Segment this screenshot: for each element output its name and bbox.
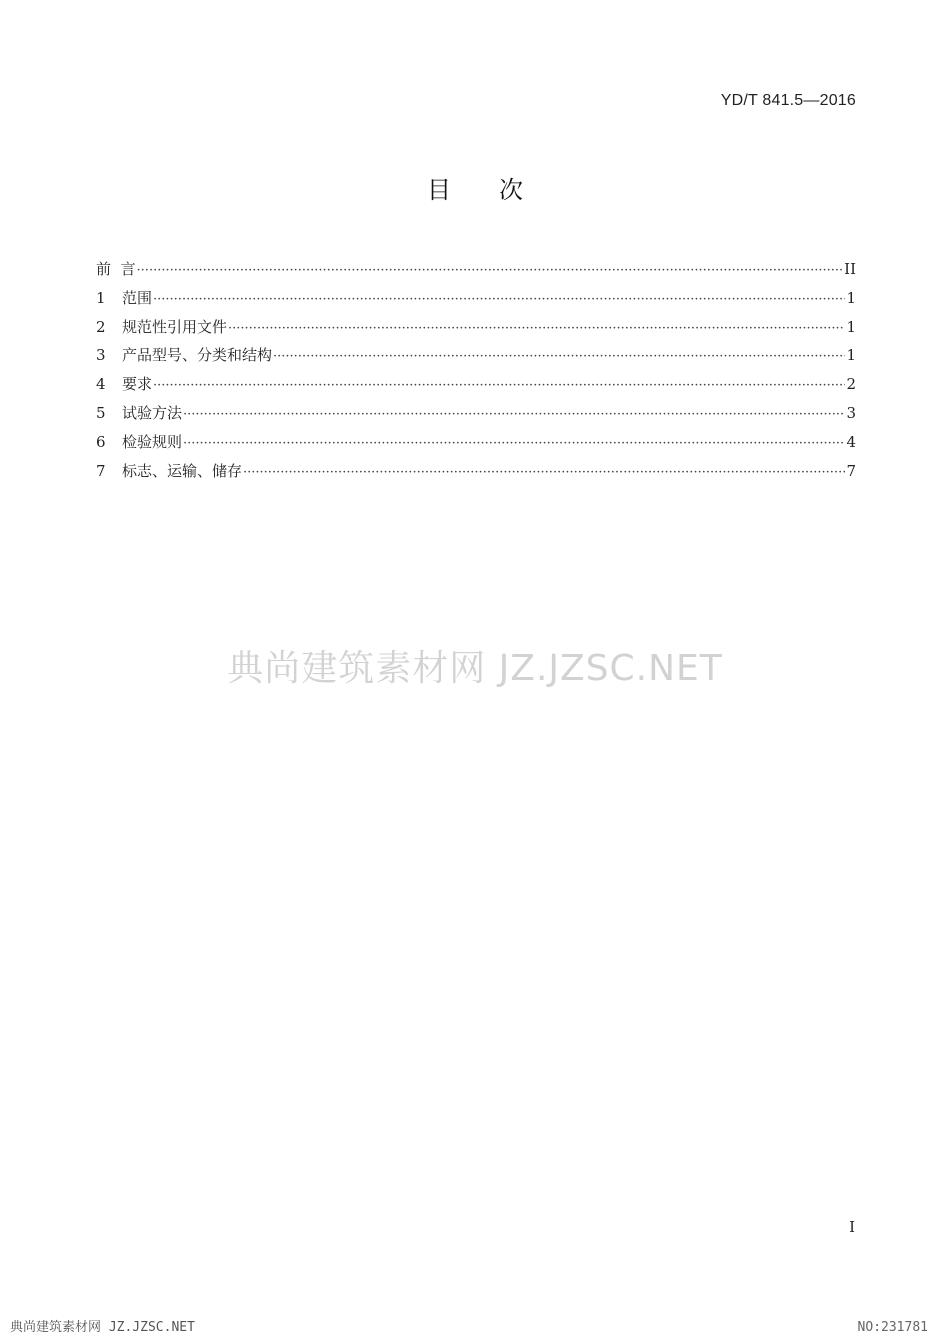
toc-entry-number: 2	[96, 317, 106, 336]
footer-site-name: 典尚建筑素材网 JZ.JZSC.NET	[10, 1320, 195, 1335]
toc-entry-number: 4	[96, 375, 106, 394]
toc-entry-page: 2	[846, 375, 856, 394]
toc-entry-1[interactable]	[96, 284, 856, 313]
toc-entry-page: II	[844, 260, 856, 278]
toc-leader-dots	[273, 343, 845, 372]
toc-leader-dots	[153, 372, 845, 401]
toc-entry-label: 试验方法	[122, 403, 183, 422]
toc-leader-dots	[228, 315, 845, 344]
toc-entry-7[interactable]	[96, 457, 856, 486]
toc-entry-5[interactable]	[96, 399, 856, 428]
toc-entry-page: 4	[846, 432, 856, 451]
toc-entry-page: 7	[846, 461, 856, 480]
toc-entry-number: 6	[96, 432, 106, 451]
toc-entry-label: 范围	[122, 288, 153, 307]
toc-entry-number: 3	[96, 346, 106, 365]
page-number: I	[849, 1218, 855, 1236]
toc-leader-dots	[243, 459, 845, 488]
table-of-contents	[96, 255, 856, 485]
toc-entry-2[interactable]	[96, 313, 856, 342]
toc-entry-3[interactable]	[96, 341, 856, 370]
footer-document-number: NO:231781	[857, 1320, 928, 1335]
toc-entry-page: 1	[846, 288, 856, 307]
toc-leader-dots	[183, 430, 845, 459]
toc-entry-page: 1	[846, 346, 856, 365]
toc-entry-6[interactable]	[96, 428, 856, 457]
toc-entry-number: 7	[96, 461, 106, 480]
toc-entry-number: 5	[96, 403, 106, 422]
toc-entry-page: 3	[846, 403, 856, 422]
toc-entry-number: 1	[96, 288, 106, 307]
watermark: 典尚建筑素材网 JZ.JZSC.NET	[227, 648, 723, 689]
page-title: 目次	[427, 176, 571, 204]
standard-code: YD/T 841.5—2016	[720, 92, 856, 109]
toc-entry-label: 检验规则	[122, 432, 183, 451]
toc-entry-4[interactable]	[96, 370, 856, 399]
toc-entry-label: 前 言	[96, 260, 136, 278]
toc-entry-label: 产品型号、分类和结构	[122, 346, 273, 365]
toc-leader-dots	[137, 257, 844, 286]
toc-entry-page: 1	[846, 317, 856, 336]
toc-leader-dots	[153, 286, 845, 315]
toc-entry-label: 要求	[122, 375, 153, 394]
toc-entry-label: 标志、运输、储存	[122, 461, 243, 480]
toc-entry-label: 规范性引用文件	[122, 317, 228, 336]
toc-leader-dots	[183, 401, 845, 430]
toc-entry-foreword[interactable]	[96, 255, 856, 284]
